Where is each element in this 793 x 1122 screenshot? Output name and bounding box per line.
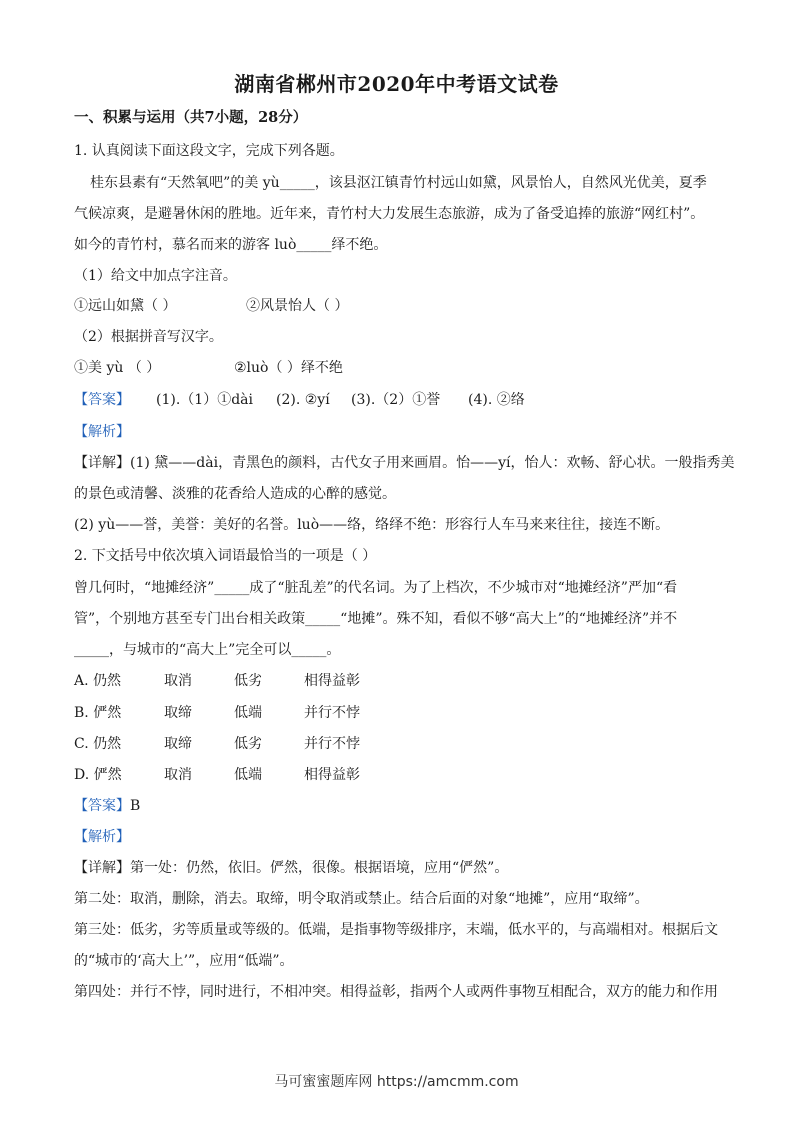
sub-question-1: （1）给文中加点字注音。 <box>74 268 237 284</box>
page-title: 湖南省郴州市2020年中考语文试卷 <box>234 72 559 96</box>
option-word: 相得益彰 <box>304 673 360 689</box>
passage-line: 气候凉爽，是避暑休闲的胜地。近年来，青竹村大力发展生态旅游，成为了备受追捧的旅游“网红村”。 <box>74 206 705 222</box>
detail-line: 第三处：低劣，劣等质量或等级的。低端，是指事物等级排序，末端，低水平的，与高端相对。根据后文 <box>74 922 718 938</box>
analysis-tag: 【解析】 <box>74 829 130 845</box>
answer-tag: 【答案】 <box>74 392 130 408</box>
answer-row <box>74 797 724 815</box>
detail-line: (2) yù——誉，美誉：美好的名誉。luò——络，络绎不绝：形容行人车马来来往往，接连不断。 <box>74 517 670 533</box>
option-label: B. 俨然 <box>74 705 122 721</box>
passage-line: _____，与城市的“高大上”完全可以_____。 <box>74 642 341 658</box>
answer-item: (4). ②络 <box>468 392 525 408</box>
sub-question-2: （2）根据拼音写汉字。 <box>74 329 223 345</box>
detail-line: 第四处：并行不悖，同时进行，不相冲突。相得益彰，指两个人或两件事物互相配合，双方的能力和作用 <box>74 984 718 1000</box>
answer-tag: 【答案】 <box>74 798 130 814</box>
detail-line: 【详解】(1) 黛——dài，青黑色的颜料，古代女子用来画眉。怡——yí，怡人：欢畅、舒心状。一般指秀美 <box>74 455 735 471</box>
option-label: C. 仍然 <box>74 736 122 752</box>
option-word: 低端 <box>234 705 262 721</box>
option-word: 取消 <box>164 767 192 783</box>
section-heading: 一、积累与运用（共7小题，28分） <box>74 109 308 126</box>
item-yu: ①美 yù （ ） <box>74 360 161 376</box>
detail-line: 第二处：取消，删除，消去。取缔，明令取消或禁止。结合后面的对象“地摊”，应用“取缔”。 <box>74 891 649 907</box>
passage-line: 如今的青竹村，慕名而来的游客 luò_____绎不绝。 <box>74 237 388 253</box>
item-yi: ②风景怡人（ ） <box>246 298 349 314</box>
detail-line: 【详解】第一处：仍然，依旧。俨然，很像。根据语境，应用“俨然”。 <box>74 860 509 876</box>
option-label: D. 俨然 <box>74 767 122 783</box>
option-word: 取缔 <box>164 736 192 752</box>
answer-item: (3).（2）①誉 <box>351 392 441 408</box>
option-word: 相得益彰 <box>304 767 360 783</box>
question-2-stem: 2. 下文括号中依次填入词语最恰当的一项是（ ） <box>74 548 377 564</box>
option-word: 并行不悖 <box>304 705 360 721</box>
analysis-tag: 【解析】 <box>74 424 130 440</box>
option-word: 低劣 <box>234 736 262 752</box>
detail-line: 的“城市的‘高大上’”，应用“低端”。 <box>74 953 294 969</box>
option-word: 取缔 <box>164 705 192 721</box>
answer-item: (1).（1）①dài <box>156 392 253 408</box>
detail-line: 的景色或清馨、淡雅的花香给人造成的心醉的感觉。 <box>74 486 396 502</box>
option-word: 取消 <box>164 673 192 689</box>
answer-item: (2). ②yí <box>276 392 330 408</box>
option-label: A. 仍然 <box>74 673 122 689</box>
item-luo: ②luò（ ）绎不绝 <box>234 360 343 376</box>
item-dai: ①远山如黛（ ） <box>74 298 177 314</box>
footer-watermark: 马可蜜蜜题库网 https://amcmm.com <box>274 1074 519 1090</box>
passage-line: 管”，个别地方甚至专门出台相关政策_____“地摊”。殊不知，看似不够“高大上”的“地摊经济”并不 <box>74 611 678 627</box>
option-word: 低劣 <box>234 673 262 689</box>
answer-value: B <box>130 798 141 814</box>
option-word: 并行不悖 <box>304 736 360 752</box>
passage-line: 桂东县素有“天然氧吧”的美 yù_____，该县沤江镇青竹村远山如黛，风景怡人，自然风光优美，夏季 <box>90 175 707 191</box>
option-word: 低端 <box>234 767 262 783</box>
question-1-stem: 1. 认真阅读下面这段文字，完成下列各题。 <box>74 143 344 159</box>
passage-line: 曾几何时，“地摊经济”_____成了“脏乱差”的代名词。为了上档次，不少城市对“地摊经济”严加“看 <box>74 580 678 596</box>
